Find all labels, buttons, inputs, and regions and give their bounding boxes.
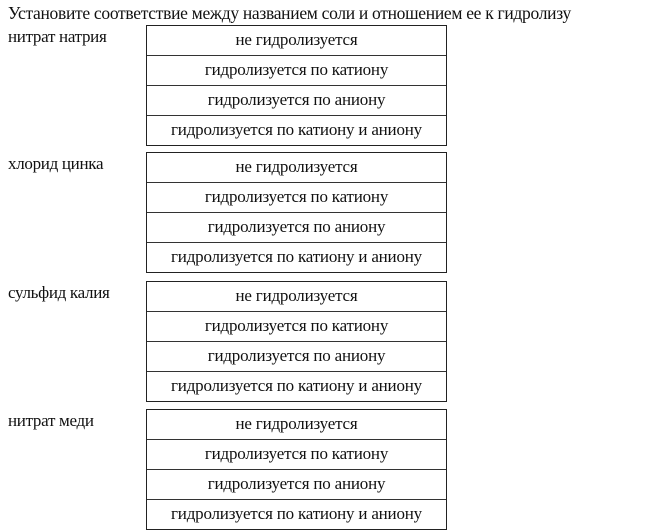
option-not-hydrolyzed[interactable]: не гидролизуется (235, 286, 358, 305)
option-not-hydrolyzed[interactable]: не гидролизуется (235, 157, 358, 176)
salt-label: хлорид цинка (8, 154, 104, 173)
option-anion-hydrolysis[interactable]: гидролизуется по аниону (147, 85, 446, 115)
options-list (146, 281, 447, 402)
salt-label: нитрат меди (8, 411, 94, 430)
option-cation-and-anion-hydrolysis[interactable]: гидролизуется по катиону и аниону (147, 371, 446, 401)
option-cation-and-anion-hydrolysis[interactable]: гидролизуется по катиону и аниону (147, 115, 446, 145)
option-anion-hydrolysis[interactable]: гидролизуется по аниону (147, 469, 446, 499)
option-not-hydrolyzed[interactable]: не гидролизуется (235, 30, 358, 49)
option-anion-hydrolysis[interactable]: гидролизуется по аниону (147, 212, 446, 242)
salt-label: сульфид калия (8, 283, 110, 302)
options-list (146, 152, 447, 273)
option-not-hydrolyzed[interactable]: не гидролизуется (235, 414, 358, 433)
salt-label: нитрат натрия (8, 27, 107, 46)
options-list (146, 25, 447, 146)
option-anion-hydrolysis[interactable]: гидролизуется по аниону (147, 341, 446, 371)
option-cation-hydrolysis[interactable]: гидролизуется по катиону (147, 439, 446, 469)
option-cation-and-anion-hydrolysis[interactable]: гидролизуется по катиону и аниону (147, 499, 446, 529)
option-cation-hydrolysis[interactable]: гидролизуется по катиону (147, 182, 446, 212)
option-cation-hydrolysis[interactable]: гидролизуется по катиону (147, 55, 446, 85)
option-cation-hydrolysis[interactable]: гидролизуется по катиону (147, 311, 446, 341)
question-title: Установите соответствие между названием соли и отношением ее к гидролизу (8, 3, 571, 23)
option-cation-and-anion-hydrolysis[interactable]: гидролизуется по катиону и аниону (147, 242, 446, 272)
options-list (146, 409, 447, 530)
